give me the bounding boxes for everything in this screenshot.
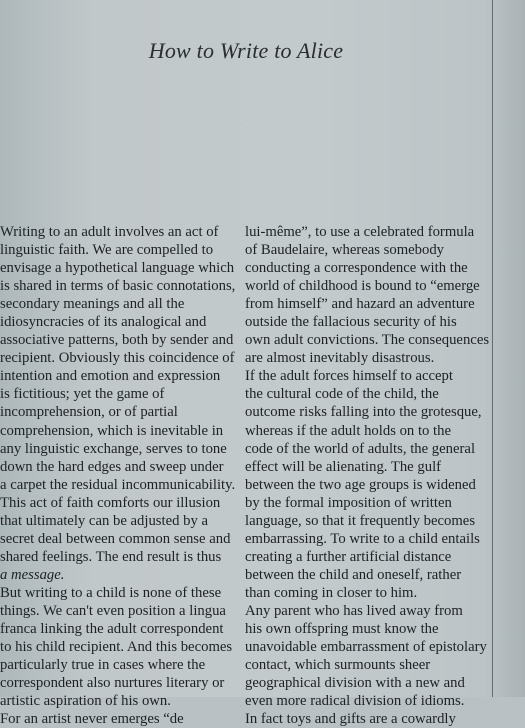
text-line: envisage a hypothetical language which: [0, 260, 235, 277]
text-line: language, so that it frequently becomes: [245, 512, 476, 529]
text-line: any linguistic exchange, serves to tone: [0, 440, 227, 457]
text-line: even more radical division of idioms.: [245, 693, 465, 710]
text-line: between the two age groups is widened: [245, 476, 476, 493]
text-line: things. We can't even position a lingua: [0, 602, 226, 619]
text-line: code of the world of adults, the general: [245, 440, 476, 457]
essay-title: How to Write to Alice: [148, 38, 344, 63]
text-line: unavoidable embarrassment of epistolary: [245, 639, 487, 656]
text-line: creating a further artificial distance: [245, 548, 452, 565]
text-line: world of childhood is bound to “emerge: [245, 278, 480, 295]
text-line: geographical division with a new and: [245, 675, 465, 692]
text-line: secret deal between common sense and: [0, 530, 231, 547]
text-line: Any parent who has lived away from: [245, 602, 463, 619]
text-line: linguistic faith. We are compelled to: [0, 242, 214, 259]
text-line: particularly true in cases where the: [0, 657, 206, 674]
text-line: incomprehension, or of partial: [0, 404, 178, 421]
text-line: embarrassing. To write to a child entails: [245, 530, 480, 547]
text-line: a carpet the residual incommunicability.: [0, 476, 236, 493]
text-line: contact, which surmounts sheer: [245, 657, 431, 674]
text-line: from himself” and hazard an adventure: [245, 296, 475, 313]
text-line: own adult convictions. The consequences: [245, 332, 490, 349]
text-line: is fictitious; yet the game of: [0, 386, 165, 403]
text-line: shared feelings. The end result is thus: [0, 548, 222, 565]
text-line: Writing to an adult involves an act of: [0, 224, 219, 240]
text-line: his own offspring must know the: [245, 621, 439, 638]
page-edge-rule: [492, 0, 493, 697]
text-line: recipient. Obviously this coincidence of: [0, 350, 235, 367]
text-line: If the adult forces himself to accept: [245, 368, 453, 385]
text-line: In fact toys and gifts are a cowardly: [245, 711, 456, 728]
text-line: This act of faith comforts our illusion: [0, 494, 221, 511]
text-line: But writing to a child is none of these: [0, 584, 222, 601]
text-line: idiosyncracies of its analogical and: [0, 314, 207, 331]
text-line: associative patterns, both by sender and: [0, 332, 234, 349]
text-line: artistic aspiration of his own.: [0, 693, 171, 710]
text-line: conducting a correspondence with the: [245, 260, 468, 277]
text-line: between the child and oneself, rather: [245, 566, 462, 583]
left-text-column: [0, 223, 240, 728]
text-line: whereas if the adult holds on to the: [245, 422, 451, 439]
text-line: down the hard edges and sweep under: [0, 458, 224, 475]
text-line: the cultural code of the child, the: [245, 386, 439, 403]
text-line: a message.: [0, 566, 65, 583]
text-line: of Baudelaire, whereas somebody: [245, 242, 445, 259]
text-line: outside the fallacious security of his: [245, 314, 457, 331]
text-line: lui-même”, to use a celebrated formula: [245, 224, 475, 240]
text-line: correspondent also nurtures literary or: [0, 675, 225, 692]
text-line: to his child recipient. And this becomes: [0, 639, 233, 656]
text-line: that ultimately can be adjusted by a: [0, 512, 209, 529]
text-line: is shared in terms of basic connotations,: [0, 278, 236, 295]
text-line: comprehension, which is inevitable in: [0, 422, 224, 439]
text-line: effect will be alienating. The gulf: [245, 458, 442, 475]
text-line: than coming in closer to him.: [245, 584, 418, 601]
text-line: intention and emotion and expression: [0, 368, 221, 385]
text-line: are almost inevitably disastrous.: [245, 350, 435, 367]
text-line: by the formal imposition of written: [245, 494, 452, 511]
text-line: For an artist never emerges “de: [0, 711, 184, 728]
text-line: secondary meanings and all the: [0, 296, 185, 313]
right-text-column: [245, 223, 490, 728]
text-line: franca linking the adult correspondent: [0, 621, 224, 638]
text-line: outcome risks falling into the grotesque,: [245, 404, 482, 421]
